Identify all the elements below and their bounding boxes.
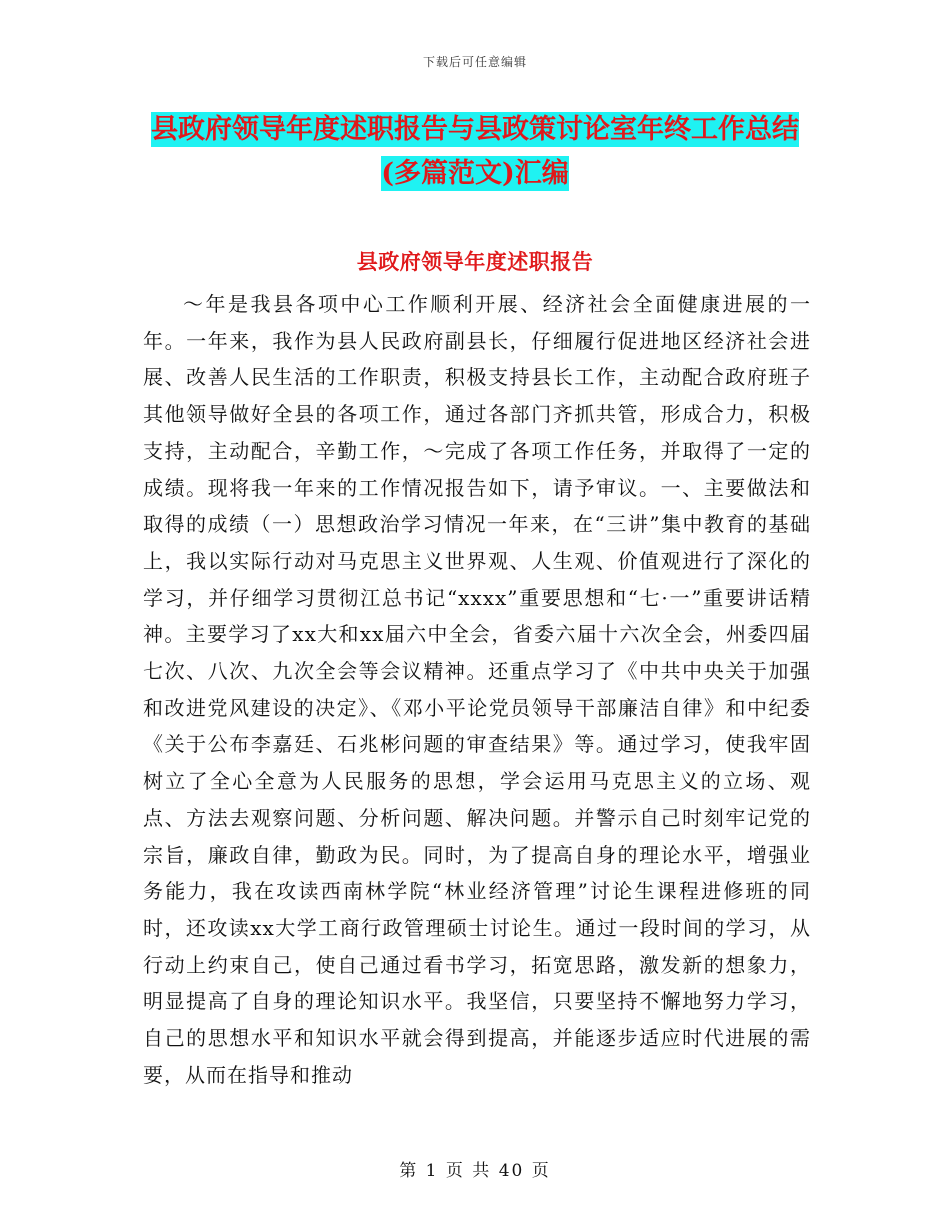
document-title (150, 108, 800, 196)
document-title-text: 县政府领导年度述职报告与县政策讨论室年终工作总结(多篇范文)汇编 (151, 114, 799, 189)
body-text (143, 286, 811, 1093)
page-number: 第 1 页 共 40 页 (399, 1161, 551, 1181)
section-title: 县政府领导年度述职报告 (356, 249, 594, 274)
header-note: 下载后可任意编辑 (422, 55, 527, 69)
body-paragraph: ～年是我县各项中心工作顺利开展、经济社会全面健康进展的一年。一年来，我作为县人民政府副县长，仔细履行促进地区经济社会进展、改善人民生活的工作职责，积极支持县长工作，主动配合政府班子其他领导做好全县的各项工作，通过各部门齐抓共管，形成合力，积极支持，主动配合，辛勤工作，～完成了各项工作任务，并取得了一定的成绩。现将我一年来的工作情况报告如下，请予审议。一、主要做法和取得的成绩（一）思想政治学习情况一年来，在“三讲”集中教育的基础上，我以实际行动对马克思主义世界观、人生观、价值观进行了深化的学习，并仔细学习贯彻江总书记“xxxx”重要思想和“七·一”重要讲话精神。主要学习了xx大和xx届六中全会，省委六届十六次全会，州委四届七次、八次、九次全会等会议精神。还重点学习了《中共中央关于加强和改进党风建设的决定》、《邓小平论党员领导干部廉洁自律》和中纪委《关于公布李嘉廷、石兆彬问题的审查结果》等。通过学习，使我牢固树立了全心全意为人民服务的思想，学会运用马克思主义的立场、观点、方法去观察问题、分析问题、解决问题。并警示自己时刻牢记党的宗旨，廉政自律，勤政为民。同时，为了提高自身的理论水平，增强业务能力，我在攻读西南林学院“林业经济管理”讨论生课程进修班的同时，还攻读xx大学工商行政管理硕士讨论生。通过一段时间的学习，从行动上约束自己，使自己通过看书学习，拓宽思路，激发新的想象力，明显提高了自身的理论知识水平。我坚信，只要坚持不懈地努力学习，自己的思想水平和知识水平就会得到提高，并能逐步适应时代进展的需要，从而在指导和推动 (143, 292, 811, 1087)
